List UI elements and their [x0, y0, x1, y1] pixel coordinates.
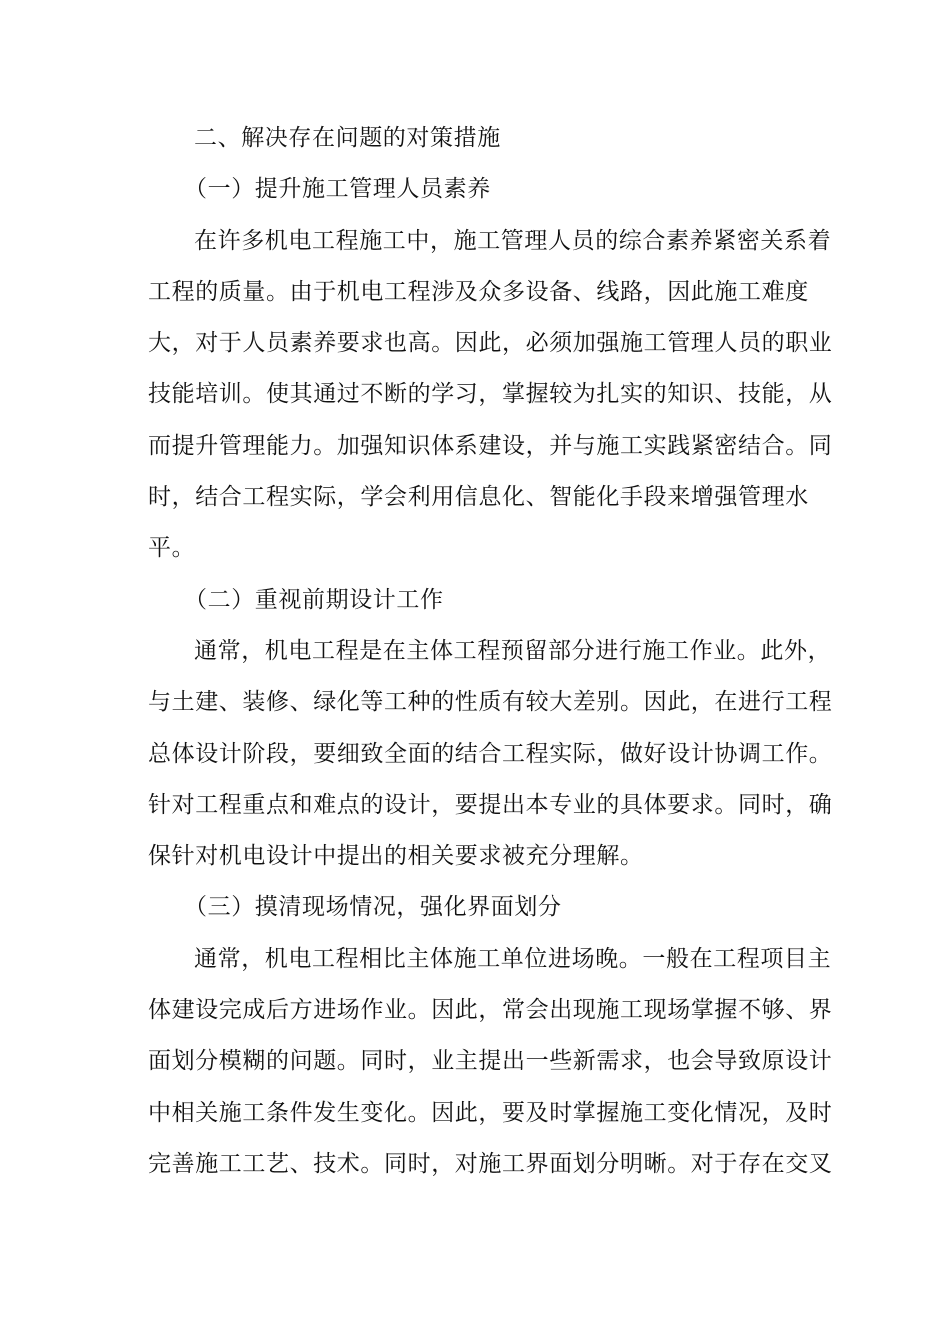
paragraph-2-line-2: 与土建、装修、绿化等工种的性质有较大差别。因此，在进行工程 [148, 689, 833, 716]
paragraph-1-line-3: 大，对于人员素养要求也高。因此，必须加强施工管理人员的职业 [148, 330, 833, 357]
paragraph-3-line-3: 面划分模糊的问题。同时，业主提出一些新需求，也会导致原设计 [148, 1048, 833, 1075]
section-heading: 二、解决存在问题的对策措施 [194, 125, 501, 151]
subsection-heading-3: （三）摸清现场情况，强化界面划分 [184, 894, 562, 921]
paragraph-2-line-3: 总体设计阶段，要细致全面的结合工程实际，做好设计协调工作。 [148, 740, 833, 767]
paragraph-1-line-2: 工程的质量。由于机电工程涉及众多设备、线路，因此施工难度 [148, 278, 809, 305]
paragraph-2-line-1: 通常，机电工程是在主体工程预留部分进行施工作业。此外， [194, 637, 832, 664]
paragraph-1-line-4: 技能培训。使其通过不断的学习，掌握较为扎实的知识、技能，从 [148, 381, 833, 408]
paragraph-2-line-4: 针对工程重点和难点的设计，要提出本专业的具体要求。同时，确 [148, 791, 833, 818]
subsection-heading-1: （一）提升施工管理人员素养 [184, 176, 491, 203]
paragraph-1-line-7: 平。 [148, 535, 196, 562]
paragraph-1-line-1: 在许多机电工程施工中，施工管理人员的综合素养紧密关系着 [194, 227, 832, 254]
paragraph-1-line-5: 而提升管理能力。加强知识体系建设，并与施工实践紧密结合。同 [148, 432, 833, 459]
paragraph-3-line-2: 体建设完成后方进场作业。因此，常会出现施工现场掌握不够、界 [148, 997, 833, 1024]
document-page [148, 113, 833, 1190]
paragraph-3-line-5: 完善施工工艺、技术。同时，对施工界面划分明晰。对于存在交叉 [148, 1150, 833, 1177]
paragraph-3-line-1: 通常，机电工程相比主体施工单位进场晚。一般在工程项目主 [194, 945, 832, 972]
paragraph-2-line-5: 保针对机电设计中提出的相关要求被充分理解。 [148, 843, 644, 870]
paragraph-3-line-4: 中相关施工条件发生变化。因此，要及时掌握施工变化情况，及时 [148, 1099, 833, 1126]
subsection-heading-2: （二）重视前期设计工作 [184, 586, 444, 613]
paragraph-1-line-6: 时，结合工程实际，学会利用信息化、智能化手段来增强管理水 [148, 484, 809, 511]
